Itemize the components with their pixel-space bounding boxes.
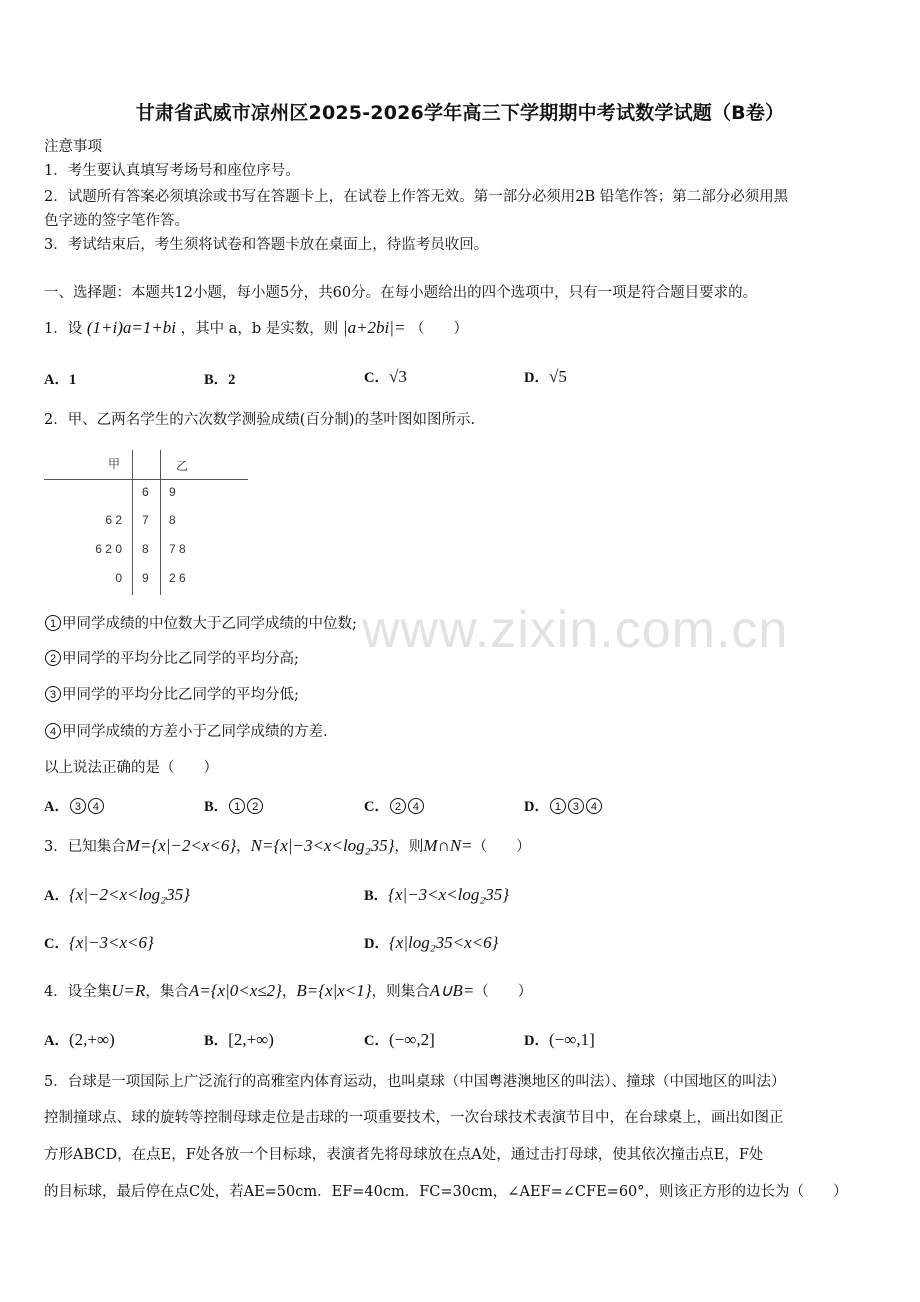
note-item: 色字迹的签字笔作答。: [44, 213, 189, 229]
section-heading: 一、选择题：本题共12小题，每小题5分，共60分。在每小题给出的四个选项中，只有一项是符合题目要求的。: [44, 285, 758, 301]
note-item: 2．试题所有答案必须填涂或书写在答题卡上，在试卷上作答无效。第一部分必须用2B 铅笔作答；第二部分必须用黑: [44, 189, 789, 205]
plot-left-rule: [132, 450, 133, 595]
question-5-line: 控制撞球点、球的旋转等控制母球走位是击球的一项重要技术，一次台球技术表演节目中，在台球桌上，画出如图正: [44, 1110, 784, 1126]
plot-leaf-left: 0: [115, 571, 122, 585]
statement: 1 甲同学成绩的中位数大于乙同学成绩的中位数;: [44, 613, 357, 635]
question-5-line: 的目标球，最后停在点C处，若AE=50cm．EF=40cm．FC=30cm，∠AEF=∠CFE=60°，则该正方形的边长为（ ）: [44, 1184, 848, 1200]
q3-intersection: M∩N=: [423, 836, 473, 855]
statement: 3 甲同学的平均分比乙同学的平均分低;: [44, 684, 299, 706]
q4-option-d[interactable]: D．(−∞,1]: [524, 1030, 595, 1049]
watermark: www.zixin.com.cn: [362, 601, 789, 659]
q1-option-c[interactable]: C．√3: [364, 367, 407, 386]
q2-option-c[interactable]: C． 2 4: [364, 795, 425, 816]
plot-horizontal-rule: [44, 479, 248, 480]
question-2: 2．甲、乙两名学生的六次数学测验成绩(百分制)的茎叶图如图所示.: [44, 412, 476, 428]
page-title: 甘肃省武威市凉州区2025-2026学年高三下学期期中考试数学试题（B卷）: [135, 102, 785, 124]
question-4: 4．设全集U=R，集合A={x|0<x≤2}，B={x|x<1}，则集合A∪B=（ ）: [44, 981, 533, 1000]
question-1: [44, 317, 468, 340]
q2-option-a[interactable]: A． 3 4: [44, 795, 105, 816]
statement: 4 甲同学成绩的方差小于乙同学成绩的方差.: [44, 721, 328, 743]
q3-option-b[interactable]: B．{x|−3<x<log₂35}: [364, 885, 510, 904]
q3-set-n: N={x|−3<x<log₂35}: [250, 836, 395, 855]
plot-stem: 8: [142, 542, 149, 556]
q4-universal: U=R: [111, 981, 146, 1000]
q1-option-d[interactable]: D．√5: [524, 367, 567, 386]
statement: 2 甲同学的平均分比乙同学的平均分高;: [44, 648, 299, 670]
q4-option-c[interactable]: C．(−∞,2]: [364, 1030, 435, 1049]
plot-stem: 6: [142, 485, 149, 499]
note-item: 3．考试结束后，考生须将试卷和答题卡放在桌面上，待监考员收回。: [44, 237, 489, 253]
notes-heading: 注意事项: [44, 139, 102, 155]
q2-option-d[interactable]: D． 1 3 4: [524, 795, 603, 816]
question-5-line: 方形ABCD，在点E，F处各放一个目标球，表演者先将母球放在点A处，通过击打母球，使其依次撞击点E，F处: [44, 1147, 764, 1163]
note-item: 1．考生要认真填写考场号和座位序号。: [44, 163, 300, 179]
plot-right-header: 乙: [176, 459, 189, 473]
plot-stem: 9: [142, 571, 149, 585]
q1-option-b[interactable]: B．2: [204, 372, 236, 388]
plot-right-rule: [160, 450, 161, 595]
q4-set-a: A={x|0<x≤2}: [188, 981, 282, 1000]
question-3: 3．已知集合M={x|−2<x<6}，N={x|−3<x<log₂35}，则M∩N=（ ）: [44, 836, 531, 855]
q1-prefix: 1．设: [44, 321, 83, 337]
q3-option-c[interactable]: C．{x|−3<x<6}: [44, 933, 154, 952]
plot-leaf-left: 6 2: [105, 513, 122, 527]
plot-leaf-left: 6 2 0: [95, 542, 122, 556]
q4-option-b[interactable]: B．[2,+∞): [204, 1030, 274, 1049]
stem-leaf-plot: [44, 450, 250, 595]
plot-left-header: 甲: [108, 457, 121, 471]
q4-option-a[interactable]: A．(2,+∞): [44, 1030, 115, 1049]
q3-option-a[interactable]: A．{x|−2<x<log₂35}: [44, 885, 190, 904]
q4-union: A∪B=: [429, 981, 475, 1000]
plot-leaf-right: 2 6: [169, 571, 186, 585]
q3-set-m: M={x|−2<x<6}: [125, 836, 237, 855]
plot-leaf-right: 8: [169, 513, 176, 527]
q1-option-a[interactable]: A．1: [44, 372, 77, 388]
q2-ask: 以上说法正确的是（ ）: [44, 760, 218, 776]
q1-equation: (1+i)a=1+bi: [86, 318, 177, 337]
q1-modulus: |a+2bi|=: [342, 318, 406, 337]
q1-paren: （ ）: [410, 321, 469, 337]
plot-leaf-right: 9: [169, 485, 176, 499]
q4-set-b: B={x|x<1}: [296, 981, 372, 1000]
question-5-line: 5．台球是一项国际上广泛流行的高雅室内体育运动，也叫桌球（中国粤港澳地区的叫法）、撞球（中国地区的叫法）: [44, 1074, 786, 1090]
plot-leaf-right: 7 8: [169, 542, 186, 556]
q2-option-b[interactable]: B． 1 2: [204, 795, 264, 816]
plot-stem: 7: [142, 513, 149, 527]
q3-option-d[interactable]: D．{x|log₂35<x<6}: [364, 933, 499, 952]
q1-mid: ，其中 a，b 是实数，则: [180, 321, 339, 337]
